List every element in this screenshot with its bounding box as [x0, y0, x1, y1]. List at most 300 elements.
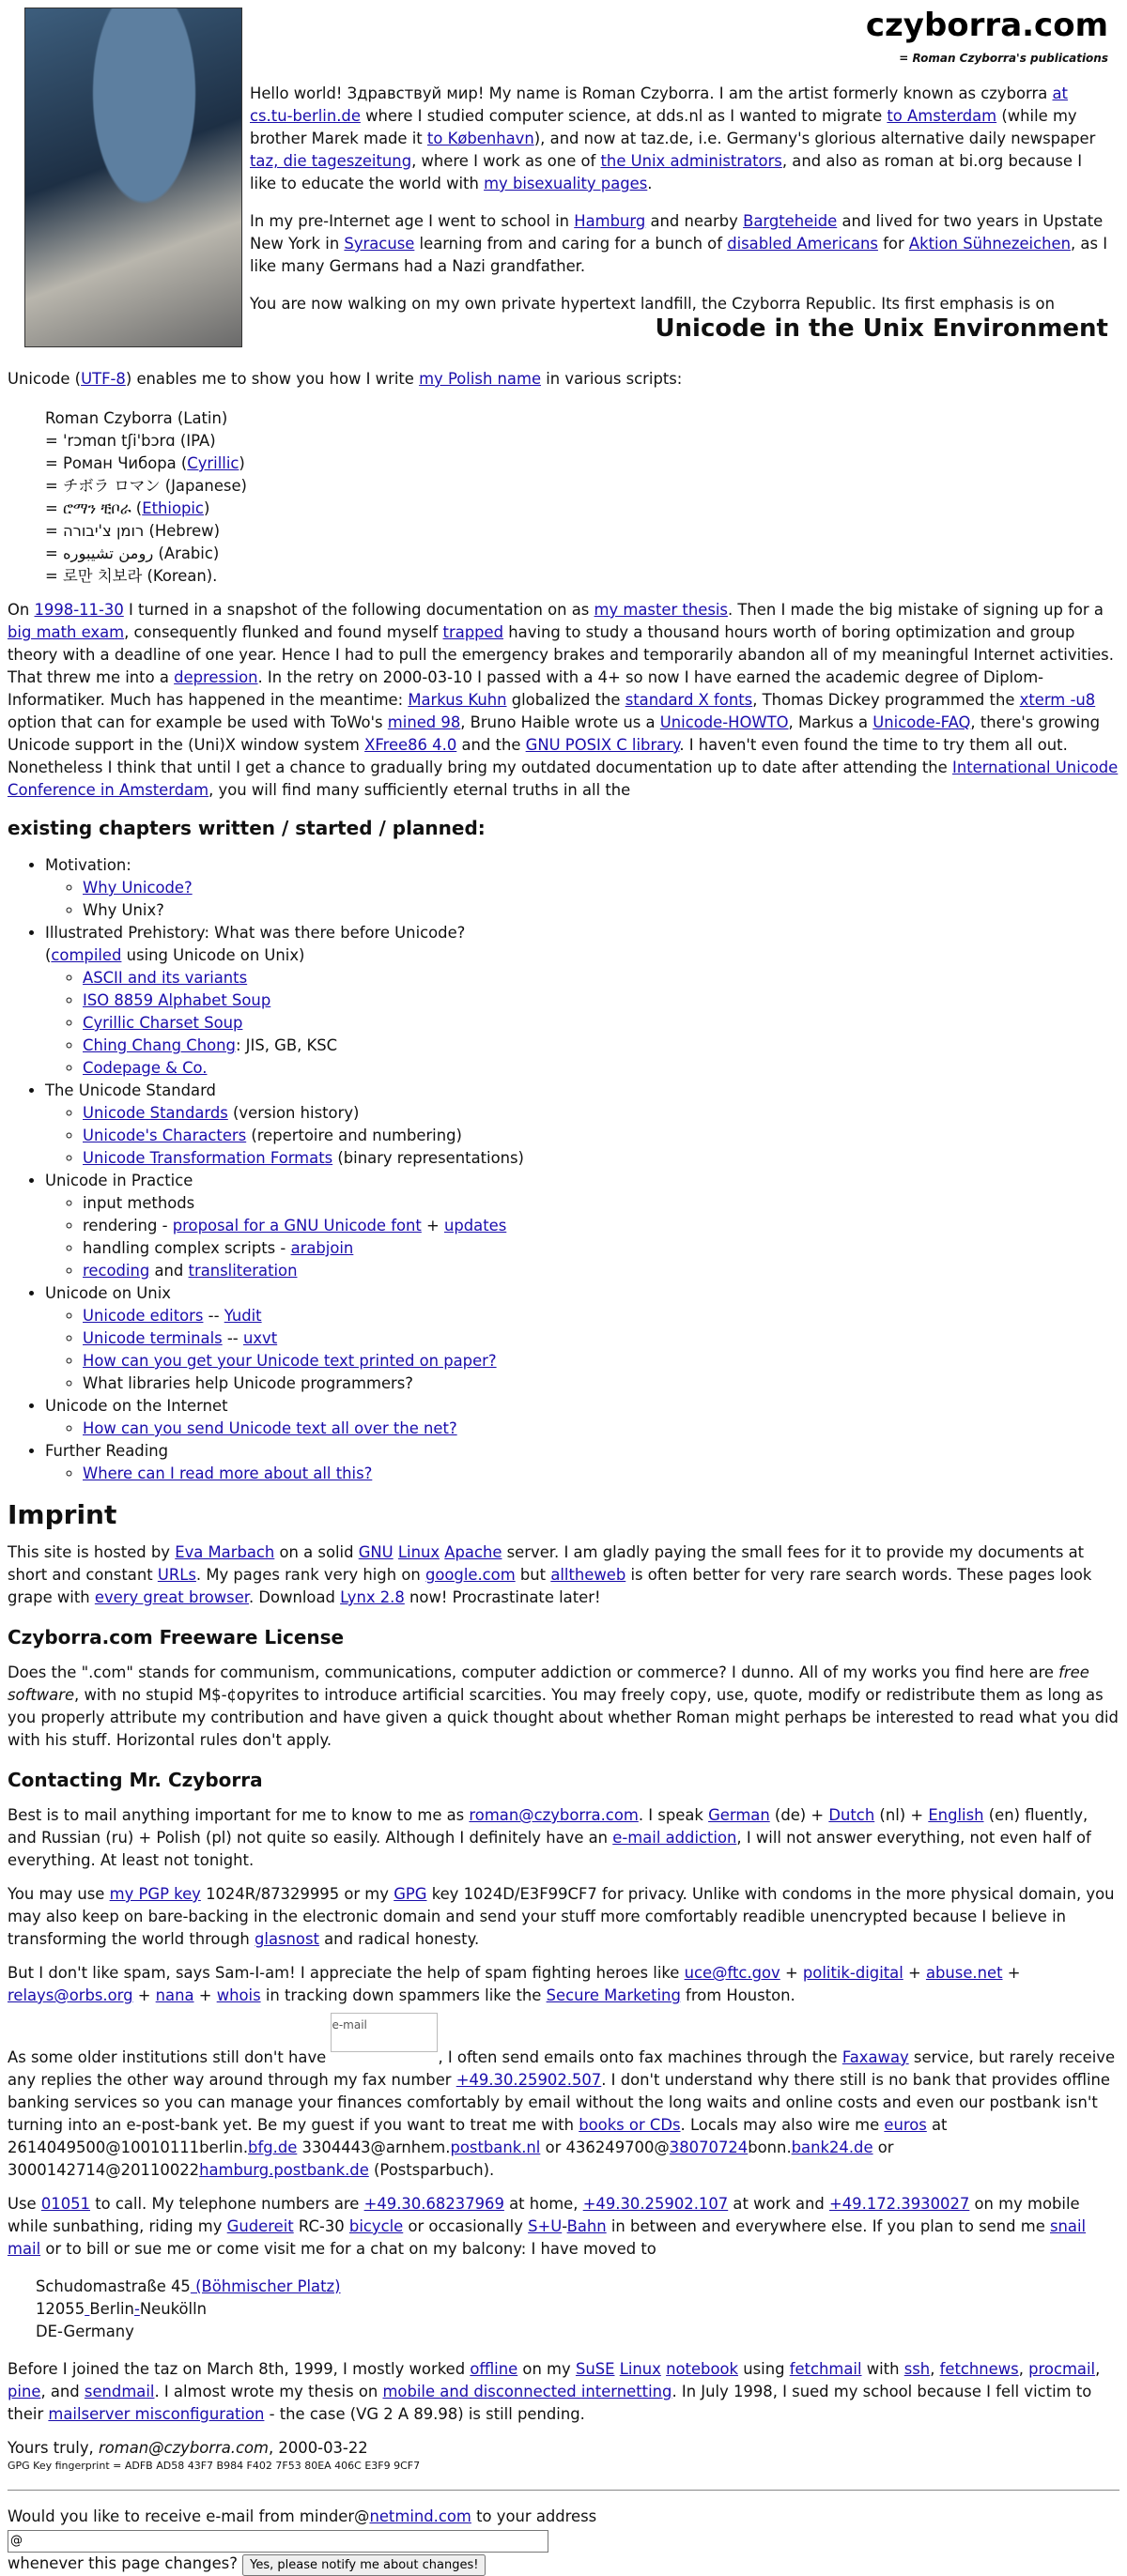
license-free-software: free software: [8, 1664, 1089, 1704]
section-heading: Unicode in the Unix Environment: [655, 314, 1108, 343]
chapter-item: [45, 1440, 1119, 1485]
text: This site is hosted by: [8, 1543, 176, 1561]
text: and nearby: [645, 212, 744, 230]
chapter-sublist: [45, 877, 1119, 922]
updates-link[interactable]: updates: [443, 1217, 507, 1234]
sendmail-link[interactable]: sendmail: [84, 2383, 155, 2400]
text: What libraries help Unicode programmers?: [83, 1374, 414, 1392]
text: input methods: [83, 1194, 195, 1212]
signature-a: Yours truly,: [8, 2439, 99, 2457]
text: Unicode on Unix: [45, 1284, 171, 1302]
text: (en) fluently, and Russian (ru) + Polish (pl) not quite so easily. Although I definitely have an: [8, 1806, 1088, 1847]
contact-paragraph-1: [8, 1804, 1119, 1872]
text: On: [8, 601, 35, 619]
ascii-and-its-variants-link[interactable]: ASCII and its variants: [83, 969, 248, 987]
contact-paragraph-4: [8, 2018, 1119, 2182]
text: Neukölln: [139, 2300, 208, 2318]
license-text: [8, 1662, 1119, 1752]
text: (nl) +: [874, 1806, 929, 1824]
text: = 로만 치보라 (Korean).: [45, 567, 218, 585]
chapter-subitem: [83, 1418, 1119, 1440]
gpg-fingerprint: GPG Key fingerprint = ADFB AD58 43F7 B984 F402 7F53 80EA 406C E3F9 9CF7: [8, 2460, 421, 2472]
secure-marketing-link[interactable]: Secure Marketing: [546, 1986, 681, 2004]
text: in various scripts:: [541, 370, 683, 388]
books-or-cds-link[interactable]: books or CDs: [579, 2116, 681, 2134]
text: on my: [517, 2360, 576, 2378]
text: or to bill or sue me or come visit me for a chat on my balcony: I have moved to: [40, 2240, 656, 2258]
disabled-americans-link[interactable]: disabled Americans: [727, 235, 878, 253]
fax-text: [8, 2048, 1115, 2179]
text: +: [193, 1986, 217, 2004]
bicycle-link[interactable]: bicycle: [348, 2217, 404, 2235]
pine-link[interactable]: pine: [8, 2383, 41, 2400]
bfg-de-link[interactable]: bfg.de: [248, 2139, 298, 2156]
site-subtitle: = Roman Czyborra's publications: [899, 52, 1108, 65]
cyrillic-link[interactable]: Cyrillic: [187, 454, 239, 472]
text: +: [780, 1964, 803, 1982]
text: , and also as roman at bi.org because I like to educate the world with: [250, 152, 1083, 192]
text: , I will not answer everything, not even half of everything. At least not tonight.: [8, 1829, 1091, 1869]
text: , Bruno Haible wrote us a: [460, 713, 660, 731]
script-line: [45, 565, 1119, 588]
my-polish-name-link[interactable]: my Polish name: [419, 370, 542, 388]
chapter-subitem: [83, 967, 1119, 989]
script-line: [45, 543, 1119, 565]
text: .: [647, 175, 653, 192]
text: Unicode in Practice: [45, 1172, 193, 1189]
text: . Locals may also wire me: [680, 2116, 885, 2134]
text: +: [903, 1964, 926, 1982]
text: to call. My telephone numbers are: [90, 2195, 364, 2213]
text: . Then I made the big mistake of signing up for a: [727, 601, 1104, 619]
text: -: [562, 2217, 567, 2235]
chapter-subitem: [83, 1463, 1119, 1485]
uxvt-link[interactable]: uxvt: [242, 1329, 278, 1347]
text: key 1024D/E3F99CF7 for privacy. Unlike with condoms in the more physical domain, you may also keep on bare-backing in the electronic domain and send your stuff more comfortably readible unencrypted because I believe in transforming the world through: [8, 1885, 1115, 1948]
chapter-subitem: [83, 1125, 1119, 1147]
text: ,: [930, 2360, 940, 2378]
text: rendering -: [83, 1217, 173, 1234]
chapter-item: [45, 1395, 1119, 1440]
linux-link[interactable]: Linux: [619, 2360, 661, 2378]
text: and: [149, 1262, 189, 1280]
text: = チボラ ロマン (Japanese): [45, 477, 247, 495]
unicode-s-characters-link[interactable]: Unicode's Characters: [83, 1127, 247, 1144]
faxaway-link[interactable]: Faxaway: [841, 2048, 909, 2066]
text: 3304443@arnhem.: [297, 2139, 451, 2156]
text: : JIS, GB, KSC: [235, 1036, 338, 1054]
text: Unicode (: [8, 370, 82, 388]
compiled-link[interactable]: compiled: [51, 946, 122, 964]
text: or occasionally: [403, 2217, 529, 2235]
ethiopic-link[interactable]: Ethiopic: [142, 499, 204, 517]
depression-link[interactable]: depression: [174, 668, 258, 686]
text: learning from and caring for a bunch of: [414, 235, 728, 253]
text: , and: [40, 2383, 85, 2400]
text: ) enables me to show you how I write: [125, 370, 420, 388]
text: Why Unix?: [83, 901, 164, 919]
text: on my mobile while sunbathing, riding my: [8, 2195, 1080, 2235]
fetchmail-link[interactable]: fetchmail: [789, 2360, 862, 2378]
text: option that can for example be used with ToWo's: [8, 713, 388, 731]
text: is often better for very rare search words. These pages look grape with: [8, 1566, 1092, 1606]
nana-link[interactable]: nana: [155, 1986, 194, 2004]
text: , where I work as one of: [411, 152, 601, 170]
lynx-2-8-link[interactable]: Lynx 2.8: [340, 1588, 405, 1606]
text: but: [515, 1566, 551, 1584]
chapter-subitem: [83, 1372, 1119, 1395]
text: +: [421, 1217, 444, 1234]
chapters-list: [8, 854, 1119, 1485]
contact-paragraph-5: [8, 2193, 1119, 2261]
text: The Unicode Standard: [45, 1081, 216, 1099]
fax-text-lead: As some older institutions still don't have: [8, 2048, 332, 2066]
xfree86-4-0-link[interactable]: XFree86 4.0: [364, 736, 457, 754]
text: I turned in a snapshot of the following documentation on as: [123, 601, 594, 619]
text: at home,: [503, 2195, 583, 2213]
roman-czyborra-com-link[interactable]: roman@czyborra.com: [469, 1806, 639, 1824]
suse-link[interactable]: SuSE: [575, 2360, 615, 2378]
how-can-you-get-your-unicode-text-printe-link[interactable]: How can you get your Unicode text printed on paper?: [83, 1352, 497, 1370]
01051-link[interactable]: 01051: [40, 2195, 90, 2213]
contact-paragraph-3: [8, 1962, 1119, 2007]
notify-text-a: Would you like to receive e-mail from minder@: [8, 2507, 370, 2525]
chapter-sublist: [45, 1463, 1119, 1485]
text: service, but rarely receive any replies the other way around through my fax number: [8, 2048, 1116, 2089]
gudereit-link[interactable]: Gudereit: [226, 2217, 294, 2235]
gnu-posix-c-library-link[interactable]: GNU POSIX C library: [525, 736, 680, 754]
abuse-net-link[interactable]: abuse.net: [925, 1964, 1003, 1982]
aktion-s-hnezeichen-link[interactable]: Aktion Sühnezeichen: [908, 235, 1071, 253]
postal-address: [36, 2276, 1119, 2343]
ssh-link[interactable]: ssh: [903, 2360, 931, 2378]
text: , I often send emails onto fax machines through the: [438, 2048, 842, 2066]
bank24-de-link[interactable]: bank24.de: [791, 2139, 873, 2156]
unicode-terminals-link[interactable]: Unicode terminals: [83, 1329, 223, 1347]
my-bisexuality-pages-link[interactable]: my bisexuality pages: [484, 175, 648, 192]
signature-date: , 2000-03-22: [269, 2439, 368, 2457]
unicode-faq-link[interactable]: Unicode-FAQ: [872, 713, 971, 731]
chapter-item: [45, 1170, 1119, 1282]
text: server. I am gladly paying the small fees for it to provide my documents at short and constant: [8, 1543, 1085, 1584]
license-text-a: Does the ".com" stands for communism, communications, computer addiction or commerce? I dunno. All of my works you find here are: [8, 1664, 1059, 1681]
postbank-nl-link[interactable]: postbank.nl: [450, 2139, 541, 2156]
chapter-subitem: [83, 899, 1119, 922]
arabjoin-link[interactable]: arabjoin: [290, 1239, 354, 1257]
text: 1024R/87329995 or my: [200, 1885, 394, 1903]
international-unicode-conference-in-amst-link[interactable]: International Unicode Conference in Amsterdam: [8, 759, 1119, 799]
text: +: [1002, 1964, 1021, 1982]
notify-email-input[interactable]: [8, 2530, 548, 2553]
text: Use: [8, 2195, 41, 2213]
google-com-link[interactable]: google.com: [425, 1566, 516, 1584]
site-title: czyborra.com: [865, 7, 1108, 44]
cyrillic-charset-soup-link[interactable]: Cyrillic Charset Soup: [83, 1014, 243, 1032]
mined-98-link[interactable]: mined 98: [387, 713, 461, 731]
eva-marbach-link[interactable]: Eva Marbach: [175, 1543, 275, 1561]
hamburg-postbank-de-link[interactable]: hamburg.postbank.de: [199, 2161, 369, 2179]
email-image-alt: e-mail: [332, 2018, 367, 2032]
text: for: [877, 235, 909, 253]
xterm-u8-link[interactable]: xterm -u8: [1019, 691, 1096, 709]
chapter-subitem: [83, 1102, 1119, 1125]
text: ), and now at taz.de, i.e. Germany's glorious alternative daily newspaper: [533, 130, 1096, 147]
chapter-subitem: [83, 1237, 1119, 1260]
bargteheide-link[interactable]: Bargteheide: [743, 212, 838, 230]
text: having to study a thousand hours worth of boring optimization and group theory with a deadline of one year. Hence I had to pull the emergency brakes and temporarily abandon all of my meaningful Internet activities. That threw me into a: [8, 623, 1114, 686]
49-172-3930027-link[interactable]: +49.172.3930027: [829, 2195, 970, 2213]
yudit-link[interactable]: Yudit: [224, 1307, 262, 1325]
alltheweb-link[interactable]: alltheweb: [550, 1566, 626, 1584]
text: --: [203, 1307, 224, 1325]
imprint-text: [8, 1541, 1119, 1609]
chapter-subitem: [83, 1057, 1119, 1080]
text: at 2614049500@10010111berlin.: [8, 2116, 948, 2156]
to-amsterdam-link[interactable]: to Amsterdam: [887, 107, 997, 125]
text: = רומן צ'יבורה (Hebrew): [45, 522, 220, 540]
standard-x-fonts-link[interactable]: standard X fonts: [625, 691, 753, 709]
text: Before I joined the taz on March 8th, 1999, I mostly worked: [8, 2360, 471, 2378]
intro: [250, 83, 1108, 330]
script-line: [45, 430, 1119, 452]
text: = رومن تشيبوره (Arabic): [45, 544, 220, 562]
chapter-item: [45, 1282, 1119, 1395]
item-link[interactable]: -: [133, 2300, 140, 2318]
notify-text-c: whenever this page changes?: [8, 2553, 238, 2572]
text: +: [132, 1986, 156, 2004]
chapter-subitem: [83, 1260, 1119, 1282]
the-unix-administrators-link[interactable]: the Unix administrators: [600, 152, 782, 170]
english-link[interactable]: English: [928, 1806, 984, 1824]
hamburg-link[interactable]: Hamburg: [574, 212, 646, 230]
bahn-link[interactable]: Bahn: [566, 2217, 607, 2235]
signature: [8, 2437, 1119, 2460]
49-30-25902-507-link[interactable]: +49.30.25902.507: [455, 2071, 602, 2089]
address-city: [36, 2298, 1119, 2321]
chapter-sublist: [45, 1305, 1119, 1395]
text: . I haven't even found the time to try them all out. Nonetheless I think that until I get a chance to gradually bring my outdated documentation up to date after attending the: [8, 736, 1068, 776]
urls-link[interactable]: URLs: [157, 1566, 196, 1584]
text: Further Reading: [45, 1442, 169, 1460]
text: Hello world! Здравствуй мир! My name is Roman Czyborra. I am the artist formerly known as czyborra: [250, 84, 1053, 102]
text: Roman Czyborra (Latin): [45, 409, 228, 427]
why-unicode-link[interactable]: Why Unicode?: [83, 879, 193, 897]
contact-paragraph-6: [8, 2358, 1119, 2426]
text: Berlin: [89, 2300, 134, 2318]
text: = 'rɔmɑn tʃi'bɔrɑ (IPA): [45, 432, 216, 450]
relays-orbs-org-link[interactable]: relays@orbs.org: [8, 1986, 133, 2004]
text: --: [222, 1329, 243, 1347]
1998-11-30-link[interactable]: 1998-11-30: [34, 601, 124, 619]
text: , Markus a: [788, 713, 873, 731]
netmind-link[interactable]: netmind.com: [369, 2507, 471, 2525]
text: You may use: [8, 1885, 110, 1903]
text: handling complex scripts -: [83, 1239, 291, 1257]
whois-link[interactable]: whois: [216, 1986, 261, 2004]
text: , there's growing Unicode support in the (Uni)X window system: [8, 713, 1101, 754]
script-line: [45, 407, 1119, 430]
my-master-thesis-link[interactable]: my master thesis: [594, 601, 728, 619]
text: . In the retry on 2000-03-10 I passed with a 4+ so now I have earned the academic degree of Diplom-Informatiker. Much has happened in the meantime:: [8, 668, 1044, 709]
politik-digital-link[interactable]: politik-digital: [802, 1964, 903, 1982]
text: and lived for two years in Upstate New York in: [250, 212, 1104, 253]
proposal-for-a-gnu-unicode-font-link[interactable]: proposal for a GNU Unicode font: [172, 1217, 422, 1234]
german-link[interactable]: German: [708, 1806, 770, 1824]
unicode-transformation-formats-link[interactable]: Unicode Transformation Formats: [83, 1149, 333, 1167]
chapter-sublist: [45, 967, 1119, 1080]
text: (: [45, 946, 52, 964]
chapter-subitem: [83, 877, 1119, 899]
b-hmischer-platz-link[interactable]: (Böhmischer Platz): [190, 2277, 341, 2295]
chapter-subitem: [83, 1035, 1119, 1057]
iso-8859-alphabet-soup-link[interactable]: ISO 8859 Alphabet Soup: [83, 991, 271, 1009]
every-great-browser-link[interactable]: every great browser: [94, 1588, 250, 1606]
intro-paragraph-1: [250, 83, 1108, 195]
chapter-item: [45, 1080, 1119, 1170]
text: bonn.: [748, 2139, 792, 2156]
intro-paragraph-2: [250, 210, 1108, 278]
unicode-editors-link[interactable]: Unicode editors: [83, 1307, 204, 1325]
text: = ሮማን ቺቦራ (: [45, 499, 143, 517]
intro-paragraph-3: You are now walking on my own private hypertext landfill, the Czyborra Republic. Its first emphasis is on: [250, 295, 1055, 313]
euros-link[interactable]: euros: [884, 2116, 927, 2134]
text: on a solid: [274, 1543, 359, 1561]
big-math-exam-link[interactable]: big math exam: [8, 623, 125, 641]
text: in between and everywhere else. If you plan to send me: [606, 2217, 1050, 2235]
text: now! Procrastinate later!: [404, 1588, 601, 1606]
chapter-sublist: [45, 1192, 1119, 1282]
history-paragraph: [8, 599, 1119, 802]
text: . My pages rank very high on: [195, 1566, 425, 1584]
text: and the: [456, 736, 526, 754]
text: or 3000142714@20110022: [8, 2139, 894, 2179]
text: ): [203, 499, 210, 517]
38070724-link[interactable]: 38070724: [669, 2139, 749, 2156]
text: at work and: [728, 2195, 830, 2213]
at-cs-tu-berlin-de-link[interactable]: at cs.tu-berlin.de: [250, 84, 1068, 125]
text: , consequently flunked and found myself: [124, 623, 443, 641]
how-can-you-send-unicode-text-all-over-t-link[interactable]: How can you send Unicode text all over the net?: [83, 1419, 457, 1437]
text: (Postsparbuch).: [368, 2161, 495, 2179]
notebook-link[interactable]: notebook: [666, 2360, 738, 2378]
49-30-68237969-link[interactable]: +49.30.68237969: [363, 2195, 504, 2213]
chapter-item: [45, 922, 1119, 1080]
linux-link[interactable]: Linux: [397, 1543, 440, 1561]
snail-mail-link[interactable]: snail mail: [8, 2217, 1087, 2258]
taz-die-tageszeitung-link[interactable]: taz, die tageszeitung: [250, 152, 412, 170]
text: using Unicode on Unix): [121, 946, 305, 964]
text: Illustrated Prehistory: What was there before Unicode?: [45, 924, 466, 942]
unicode-standards-link[interactable]: Unicode Standards: [83, 1104, 228, 1122]
transliteration-link[interactable]: transliteration: [188, 1262, 298, 1280]
chapter-item: [45, 854, 1119, 922]
codepage-co-link[interactable]: Codepage & Co.: [83, 1059, 208, 1077]
trapped-link[interactable]: trapped: [442, 623, 504, 641]
glasnost-link[interactable]: glasnost: [254, 1930, 319, 1948]
chapters-heading: existing chapters written / started / planned:: [8, 817, 486, 839]
text: (binary representations): [332, 1149, 524, 1167]
text: In my pre-Internet age I went to school in: [250, 212, 575, 230]
mobile-and-disconnected-internetting-link[interactable]: mobile and disconnected internetting: [382, 2383, 672, 2400]
text: . I almost wrote my thesis on: [154, 2383, 383, 2400]
utf-8-link[interactable]: UTF-8: [81, 370, 126, 388]
recoding-link[interactable]: recoding: [83, 1262, 150, 1280]
text: ,: [1095, 2360, 1101, 2378]
unicode-howto-link[interactable]: Unicode-HOWTO: [659, 713, 789, 731]
text: . I speak: [638, 1806, 709, 1824]
license-heading: Czyborra.com Freeware License: [8, 1626, 345, 1648]
text: , you will find many sufficiently eternal truths in all the: [208, 781, 631, 799]
divider: [8, 2490, 1119, 2491]
author-photo: [24, 8, 242, 347]
text: (version history): [227, 1104, 360, 1122]
script-line: [45, 520, 1119, 543]
chapter-subitem: [83, 1327, 1119, 1350]
procmail-link[interactable]: procmail: [1028, 2360, 1096, 2378]
address-country: DE-Germany: [36, 2323, 134, 2340]
text: 12055: [36, 2300, 85, 2318]
text: ,: [1018, 2360, 1029, 2378]
notify-form: [8, 2506, 1119, 2576]
text: RC-30: [293, 2217, 349, 2235]
contact-paragraph-2: [8, 1883, 1119, 1951]
offline-link[interactable]: offline: [470, 2360, 518, 2378]
my-pgp-key-link[interactable]: my PGP key: [109, 1885, 201, 1903]
e-mail-addiction-link[interactable]: e-mail addiction: [612, 1829, 737, 1847]
chapter-sublist: [45, 1418, 1119, 1440]
text: Motivation:: [45, 856, 131, 874]
where-can-i-read-more-about-all-this-link[interactable]: Where can I read more about all this?: [83, 1464, 373, 1482]
apache-link[interactable]: Apache: [444, 1543, 502, 1561]
text: and radical honesty.: [318, 1930, 480, 1948]
header-area: [8, 0, 1119, 345]
gnu-link[interactable]: GNU: [358, 1543, 394, 1561]
notify-text-b: to your address: [471, 2507, 597, 2525]
fetchnews-link[interactable]: fetchnews: [939, 2360, 1019, 2378]
syracuse-link[interactable]: Syracuse: [344, 235, 415, 253]
uce-ftc-gov-link[interactable]: uce@ftc.gov: [684, 1964, 780, 1982]
to-k-benhavn-link[interactable]: to København: [426, 130, 534, 147]
chapter-subitem: [83, 989, 1119, 1012]
script-line: [45, 452, 1119, 475]
dutch-link[interactable]: Dutch: [828, 1806, 875, 1824]
chapter-subitem: [83, 1350, 1119, 1372]
text: from Houston.: [680, 1986, 795, 2004]
gpg-link[interactable]: GPG: [394, 1885, 427, 1903]
name-scripts-list: [45, 407, 1119, 588]
address-street: [36, 2276, 1119, 2298]
mailserver-misconfiguration-link[interactable]: mailserver misconfiguration: [48, 2405, 265, 2423]
s-u-link[interactable]: S+U: [528, 2217, 563, 2235]
chapter-subitem: [83, 1215, 1119, 1237]
chapter-subitem: [83, 1192, 1119, 1215]
notify-submit-button[interactable]: Yes, please notify me about changes!: [242, 2554, 486, 2576]
script-line: [45, 498, 1119, 520]
text: . Download: [249, 1588, 341, 1606]
chapter-subitem: [83, 1305, 1119, 1327]
contact-heading: Contacting Mr. Czyborra: [8, 1769, 263, 1791]
ching-chang-chong-link[interactable]: Ching Chang Chong: [83, 1036, 236, 1054]
text: = Роман Чибора (: [45, 454, 188, 472]
script-line: [45, 475, 1119, 498]
text: But I don't like spam, says Sam-I-am! I appreciate the help of spam fighting heroes like: [8, 1964, 685, 1982]
imprint-heading: Imprint: [8, 1499, 117, 1530]
chapter-sublist: [45, 1102, 1119, 1170]
markus-kuhn-link[interactable]: Markus Kuhn: [408, 691, 507, 709]
text: , Thomas Dickey programmed the: [752, 691, 1020, 709]
unicode-intro: [8, 368, 1119, 391]
49-30-25902-107-link[interactable]: +49.30.25902.107: [582, 2195, 729, 2213]
